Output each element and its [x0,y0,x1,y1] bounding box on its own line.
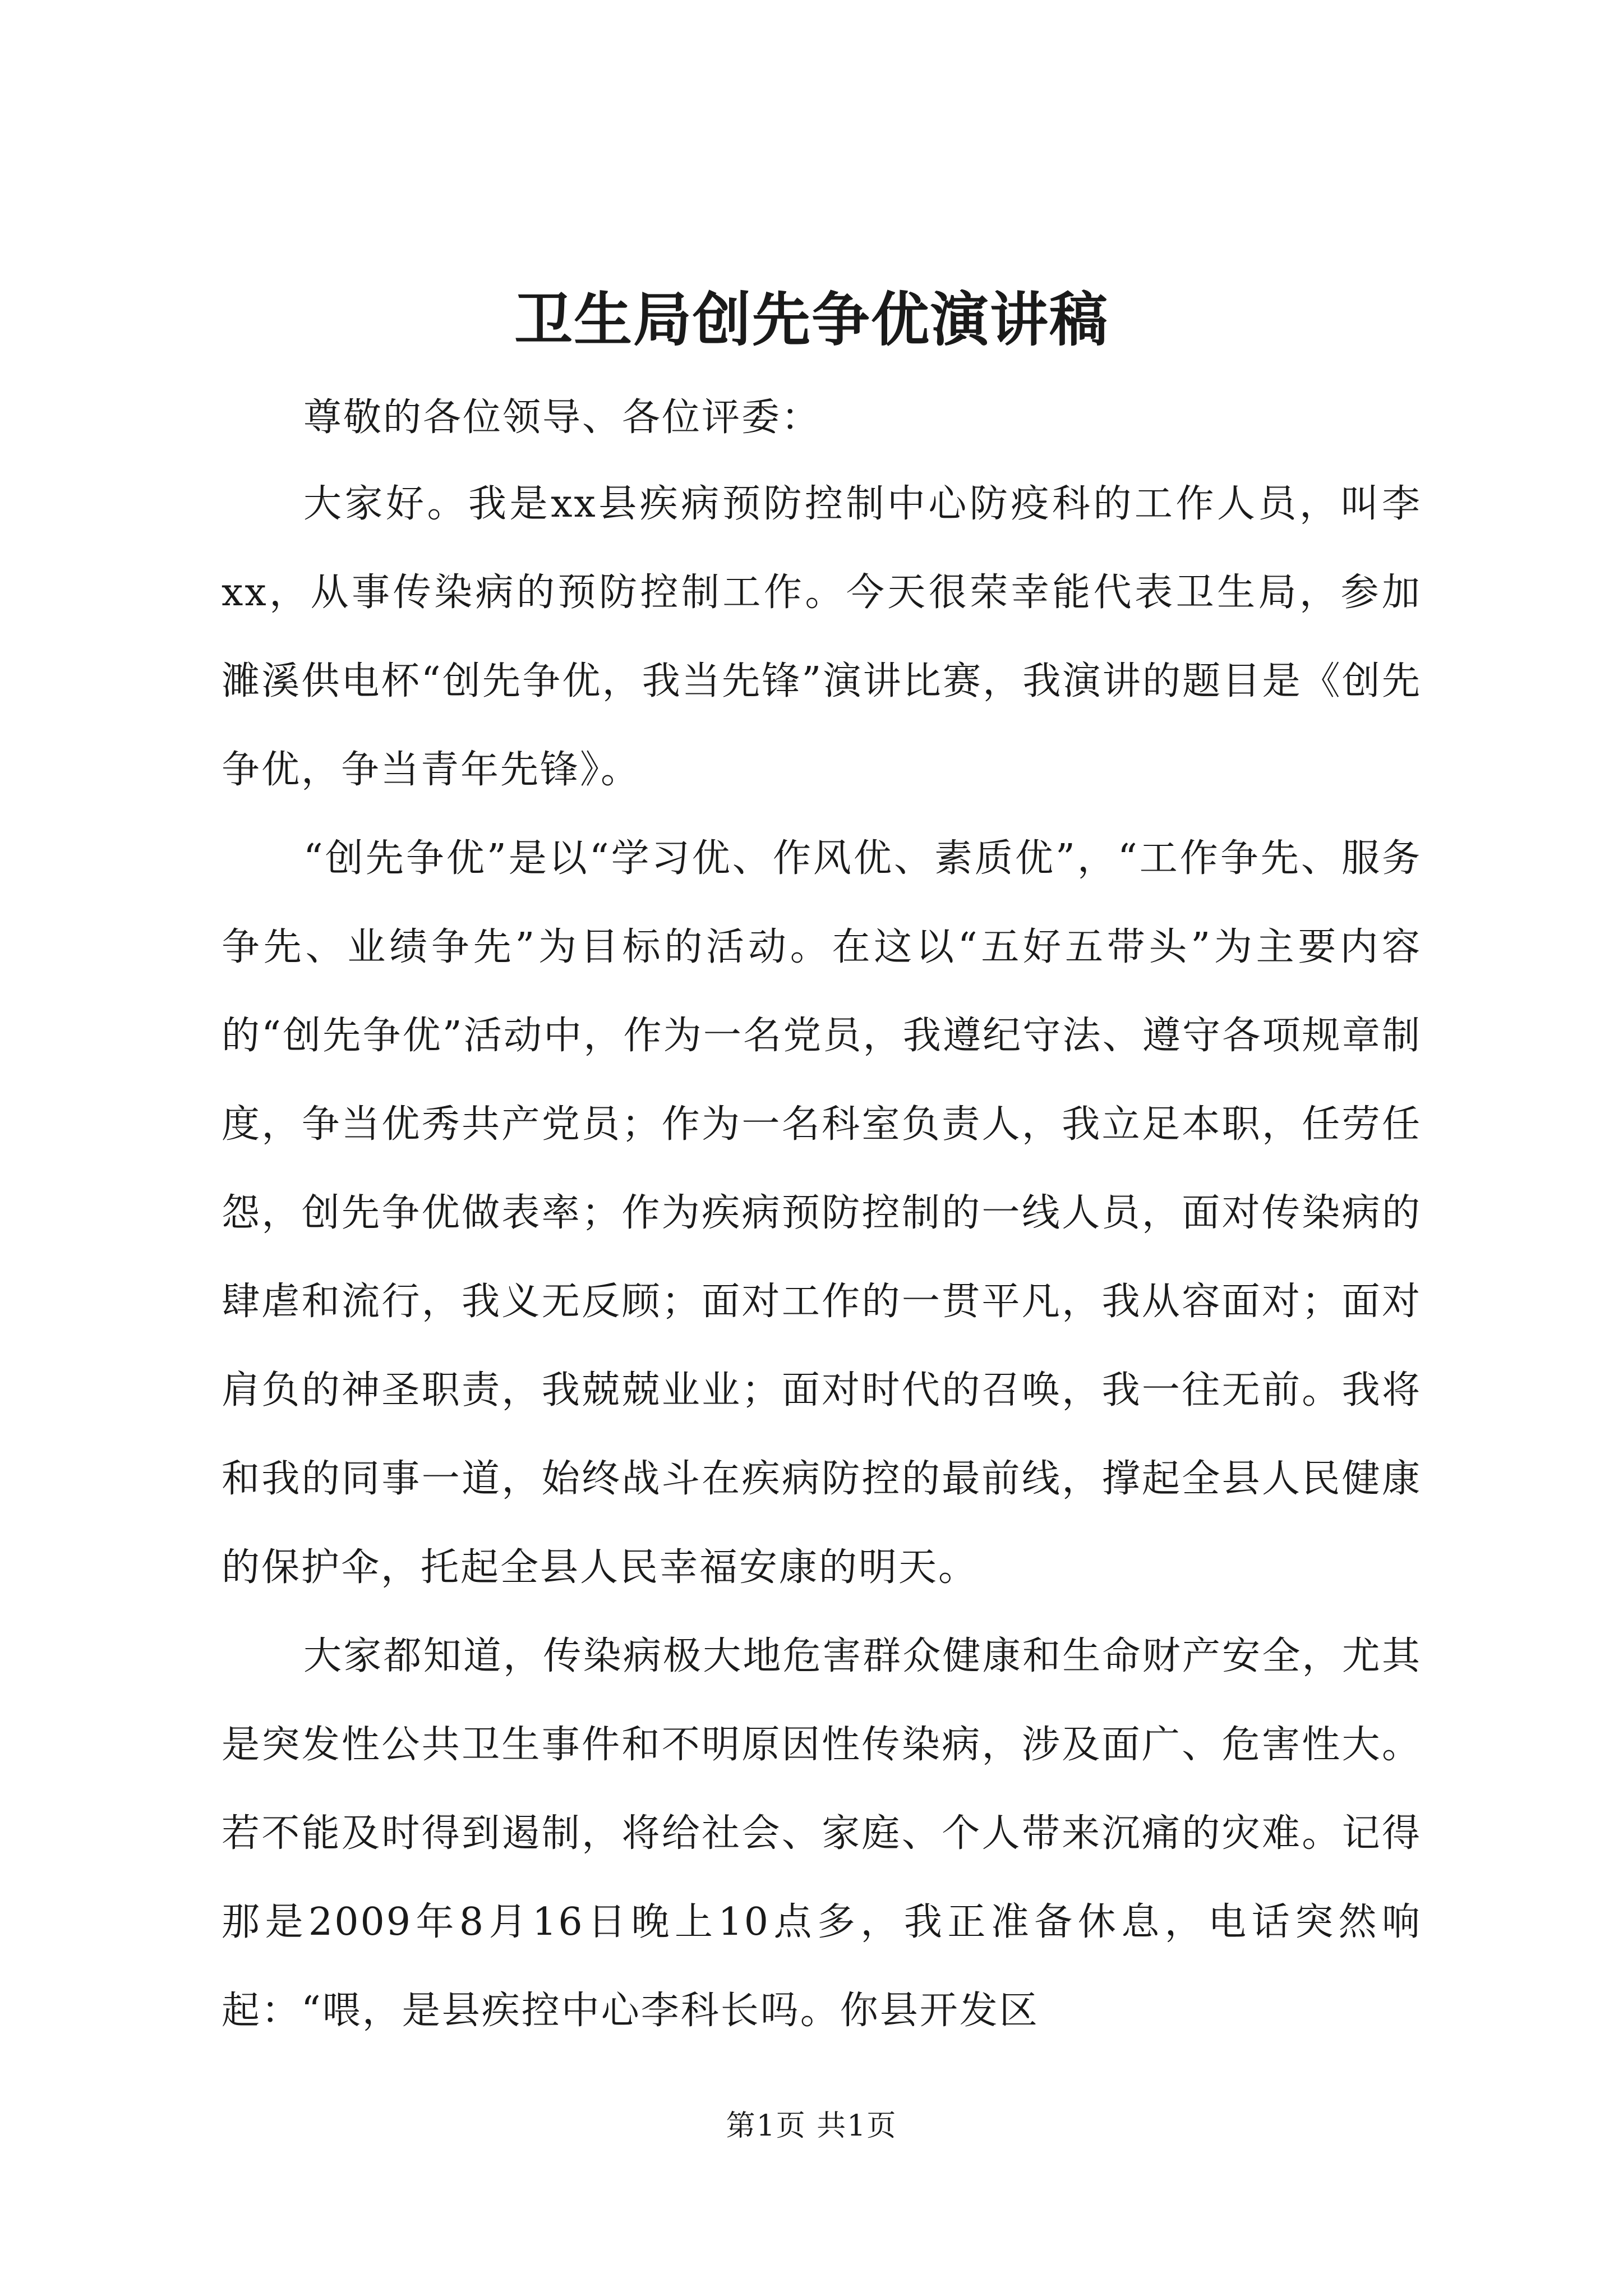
paragraph-story: 大家都知道，传染病极大地危害群众健康和生命财产安全，尤其是突发性公共卫生事件和不明原因性传染病，涉及面广、危害性大。若不能及时得到遏制，将给社会、家庭、个人带来沉痛的灾难。记得那是2009年8月16日晚上10点多，我正准备休息，电话突然响起：“喂，是县疾控中心李科长吗。你县开发区 [222,1634,1422,2033]
paragraph-salutation: 尊敬的各位领导、各位评委： [303,395,822,440]
document-body [222,376,1422,2055]
paragraph-introduction: 大家好。我是xx县疾病预防控制中心防疫科的工作人员，叫李xx，从事传染病的预防控制工作。今天很荣幸能代表卫生局，参加濉溪供电杯“创先争优，我当先锋”演讲比赛，我演讲的题目是《创先争优，争当青年先锋》。 [222,482,1422,792]
document-title: 卫生局创先争优演讲稿 [514,285,1109,354]
page-footer: 第1页 共1页 [726,2109,897,2143]
paragraph-activity: “创先争优”是以“学习优、作风优、素质优”，“工作争先、服务争先、业绩争先”为目标的活动。在这以“五好五带头”为主要内容的“创先争优”活动中，作为一名党员，我遵纪守法、遵守各项规章制度，争当优秀共产党员；作为一名科室负责人，我立足本职，任劳任怨，创先争优做表率；作为疾病预防控制的一线人员，面对传染病的肆虐和流行，我义无反顾；面对工作的一贯平凡，我从容面对；面对肩负的神圣职责，我兢兢业业；面对时代的召唤，我一往无前。我将和我的同事一道，始终战斗在疾病防控的最前线，撑起全县人民健康的保护伞，托起全县人民幸福安康的明天。 [222,836,1422,1590]
